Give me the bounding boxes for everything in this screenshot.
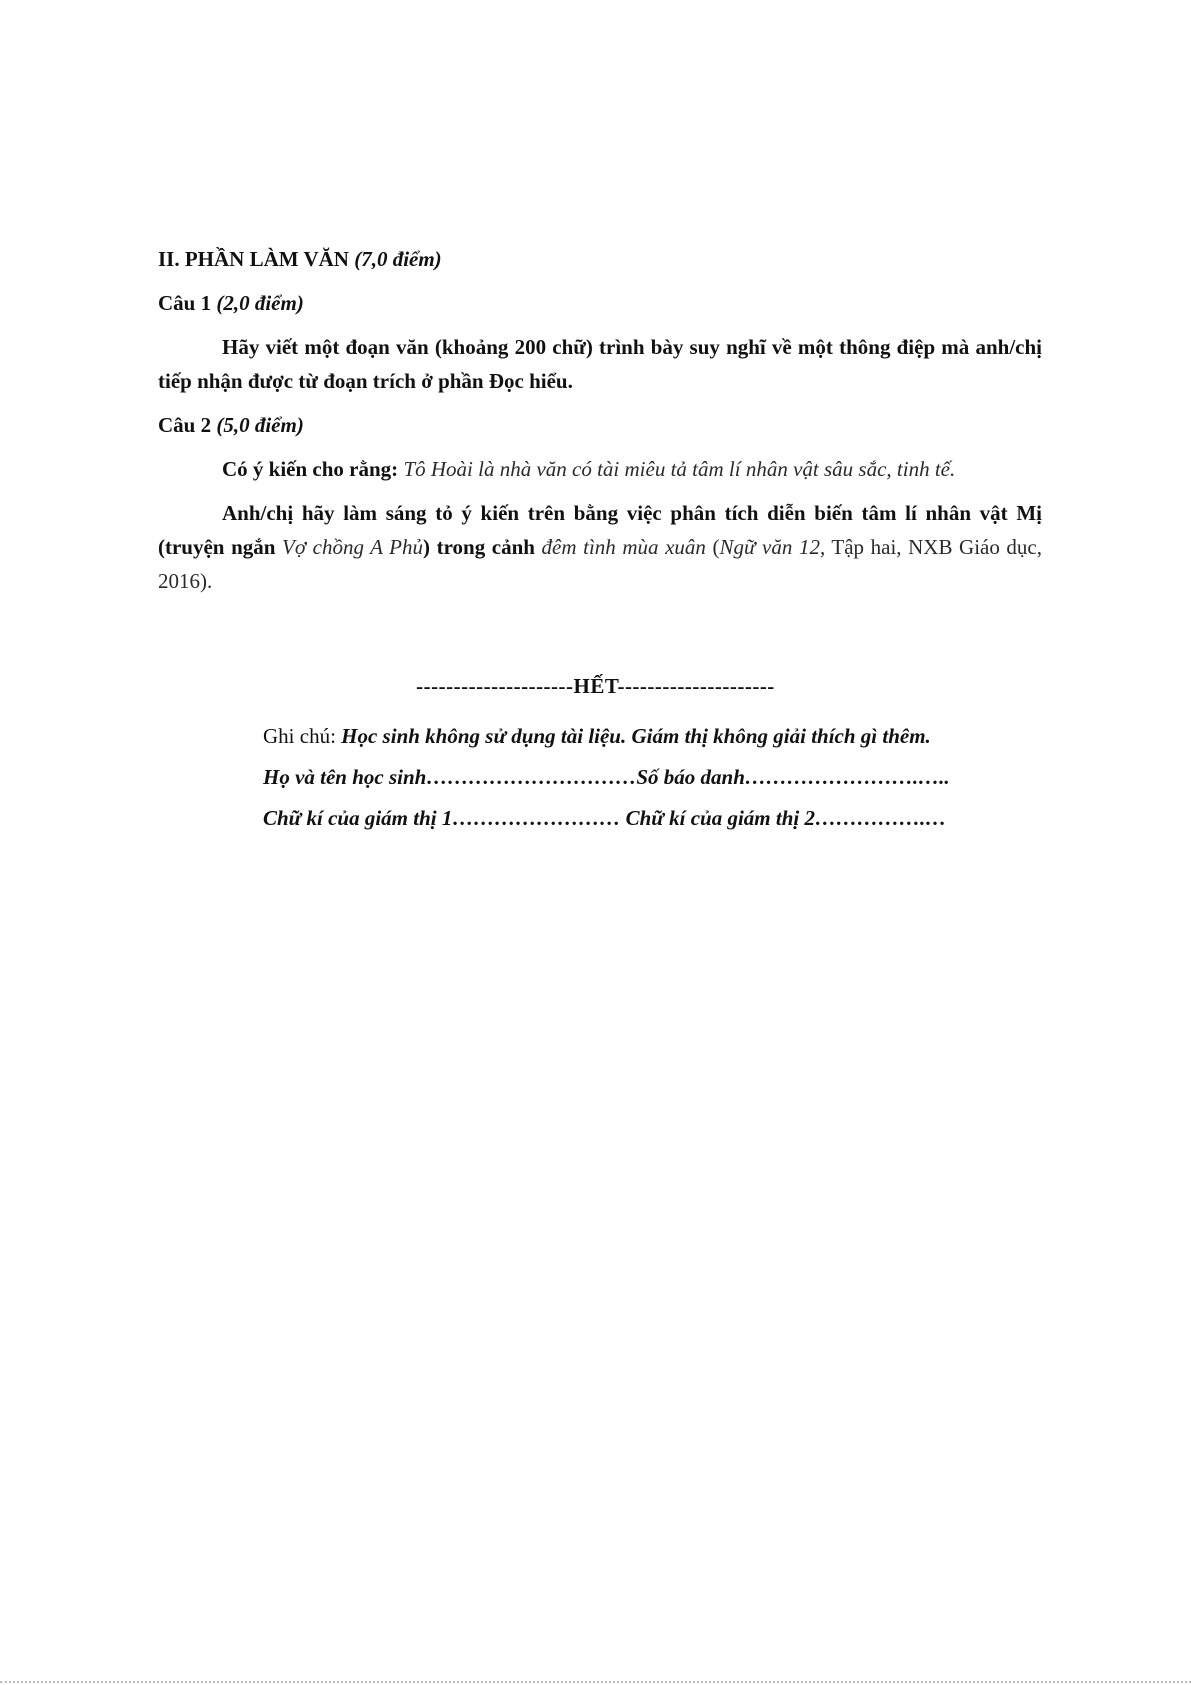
student-name-dots: ………………………… bbox=[426, 765, 637, 789]
section-points: (7,0 điểm) bbox=[354, 247, 442, 271]
supervisor2-dots: …………….… bbox=[815, 806, 947, 830]
candidate-no-dots: …………………….….. bbox=[744, 765, 950, 789]
exam-notes bbox=[263, 722, 1023, 845]
note-label: Ghi chú: bbox=[263, 724, 336, 748]
task-part2: ) trong cảnh bbox=[423, 535, 535, 559]
question1-label: Câu 1 bbox=[158, 291, 212, 315]
question2-task bbox=[158, 496, 1042, 598]
note-line bbox=[263, 722, 1023, 750]
section-heading bbox=[158, 242, 1042, 276]
opinion-intro: Có ý kiến cho rằng: bbox=[222, 457, 399, 481]
question1-text: Hãy viết một đoạn văn (khoảng 200 chữ) trình bày suy nghĩ về một thông điệp mà anh/chị tiếp nhận được từ đoạn trích ở phần Đọc hiểu. bbox=[158, 335, 1042, 393]
section-title: II. PHẦN LÀM VĂN bbox=[158, 247, 349, 271]
essay-section bbox=[158, 242, 1042, 608]
task-part4: , Tập hai, NXB Giáo dục, 2016). bbox=[158, 535, 1042, 593]
question2-label: Câu 2 bbox=[158, 413, 212, 437]
supervisor-signature-line bbox=[263, 804, 1023, 832]
note-text: Học sinh không sử dụng tài liệu. Giám thị không giải thích gì thêm. bbox=[341, 724, 931, 748]
task-work: Vợ chồng A Phủ bbox=[282, 535, 424, 559]
supervisor1-label: Chữ kí của giám thị 1 bbox=[263, 806, 453, 830]
task-part1: Anh/chị hãy làm sáng tỏ ý kiến trên bằng việc phân tích diễn biến tâm lí nhân vật Mị (truyện ngắn bbox=[158, 501, 1042, 559]
end-marker: ---------------------HẾT--------------------- bbox=[416, 674, 775, 698]
opinion-quote: Tô Hoài là nhà văn có tài miêu tả tâm lí nhân vật sâu sắc, tinh tế. bbox=[403, 457, 956, 481]
question2-opinion bbox=[158, 452, 1042, 486]
question2-heading bbox=[158, 408, 1042, 442]
candidate-no-label: Số báo danh bbox=[636, 765, 745, 789]
task-book: Ngữ văn 12 bbox=[719, 535, 820, 559]
question2-points: (5,0 điểm) bbox=[216, 413, 304, 437]
student-info-line bbox=[263, 763, 1023, 791]
question1-heading bbox=[158, 286, 1042, 320]
task-part3: ( bbox=[712, 535, 720, 559]
supervisor2-label: Chữ kí của giám thị 2 bbox=[625, 806, 815, 830]
question1-points: (2,0 điểm) bbox=[216, 291, 304, 315]
student-name-label: Họ và tên học sinh bbox=[263, 765, 427, 789]
page-bottom-edge bbox=[0, 1681, 1191, 1683]
supervisor1-dots: …………………… bbox=[452, 806, 621, 830]
task-scene: đêm tình mùa xuân bbox=[541, 535, 706, 559]
